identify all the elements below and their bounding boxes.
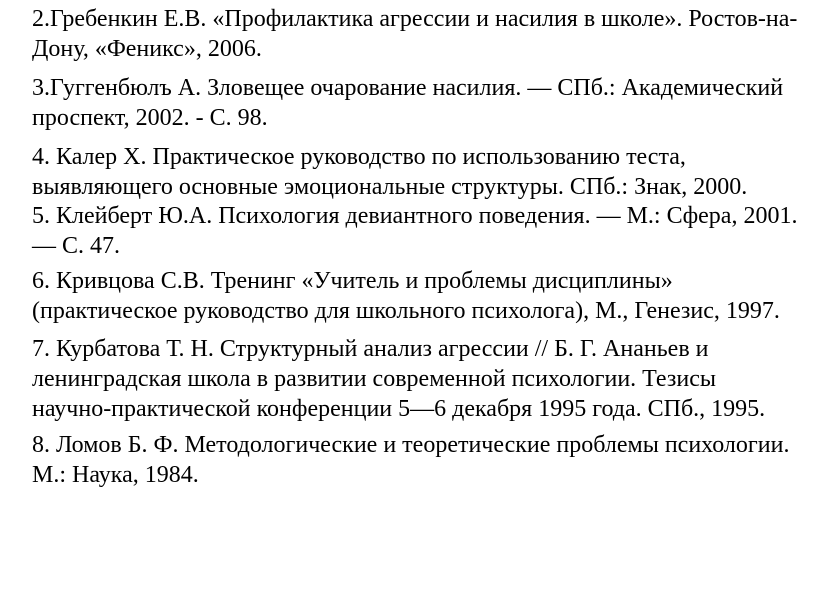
- reference-item-3: [32, 73, 783, 133]
- reference-item-2: [32, 4, 797, 64]
- reference-line: 8. Ломов Б. Ф. Методологические и теоретические проблемы психологии.: [32, 432, 790, 458]
- reference-line: 2.Гребенкин Е.В. «Профилактика агрессии и насилия в школе». Ростов-на-: [32, 6, 798, 32]
- reference-line: 3.Гуггенбюлъ А. Зловещее очарование насилия. — СПб.: Академический: [32, 75, 784, 101]
- reference-line: выявляющего основные эмоциональные структуры. СПб.: Знак, 2000.: [32, 174, 748, 200]
- reference-line: проспект, 2002. - С. 98.: [32, 105, 268, 131]
- reference-line: научно-практической конференции 5—6 декабря 1995 года. СПб., 1995.: [32, 396, 766, 422]
- reference-item-4: [32, 142, 747, 202]
- reference-item-7: [32, 334, 765, 424]
- reference-line: 7. Курбатова Т. Н. Структурный анализ агрессии // Б. Г. Ананьев и: [32, 336, 709, 362]
- reference-item-5: [32, 201, 797, 261]
- reference-line: (практическое руководство для школьного психолога), М., Генезис, 1997.: [32, 298, 780, 324]
- reference-line: ленинградская школа в развитии современной психологии. Тезисы: [32, 366, 716, 392]
- reference-line: 6. Кривцова С.В. Тренинг «Учитель и проблемы дисциплины»: [32, 268, 673, 294]
- reference-list: [32, 0, 816, 603]
- reference-line: М.: Наука, 1984.: [32, 462, 199, 488]
- reference-line: Дону, «Феникс», 2006.: [32, 36, 262, 62]
- reference-line: 4. Калер Х. Практическое руководство по использованию теста,: [32, 144, 686, 170]
- reference-line: 5. Клейберт Ю.А. Психология девиантного поведения. — М.: Сфера, 2001.: [32, 203, 798, 229]
- reference-item-6: [32, 266, 780, 326]
- reference-item-8: [32, 430, 789, 490]
- reference-line: — С. 47.: [32, 233, 121, 259]
